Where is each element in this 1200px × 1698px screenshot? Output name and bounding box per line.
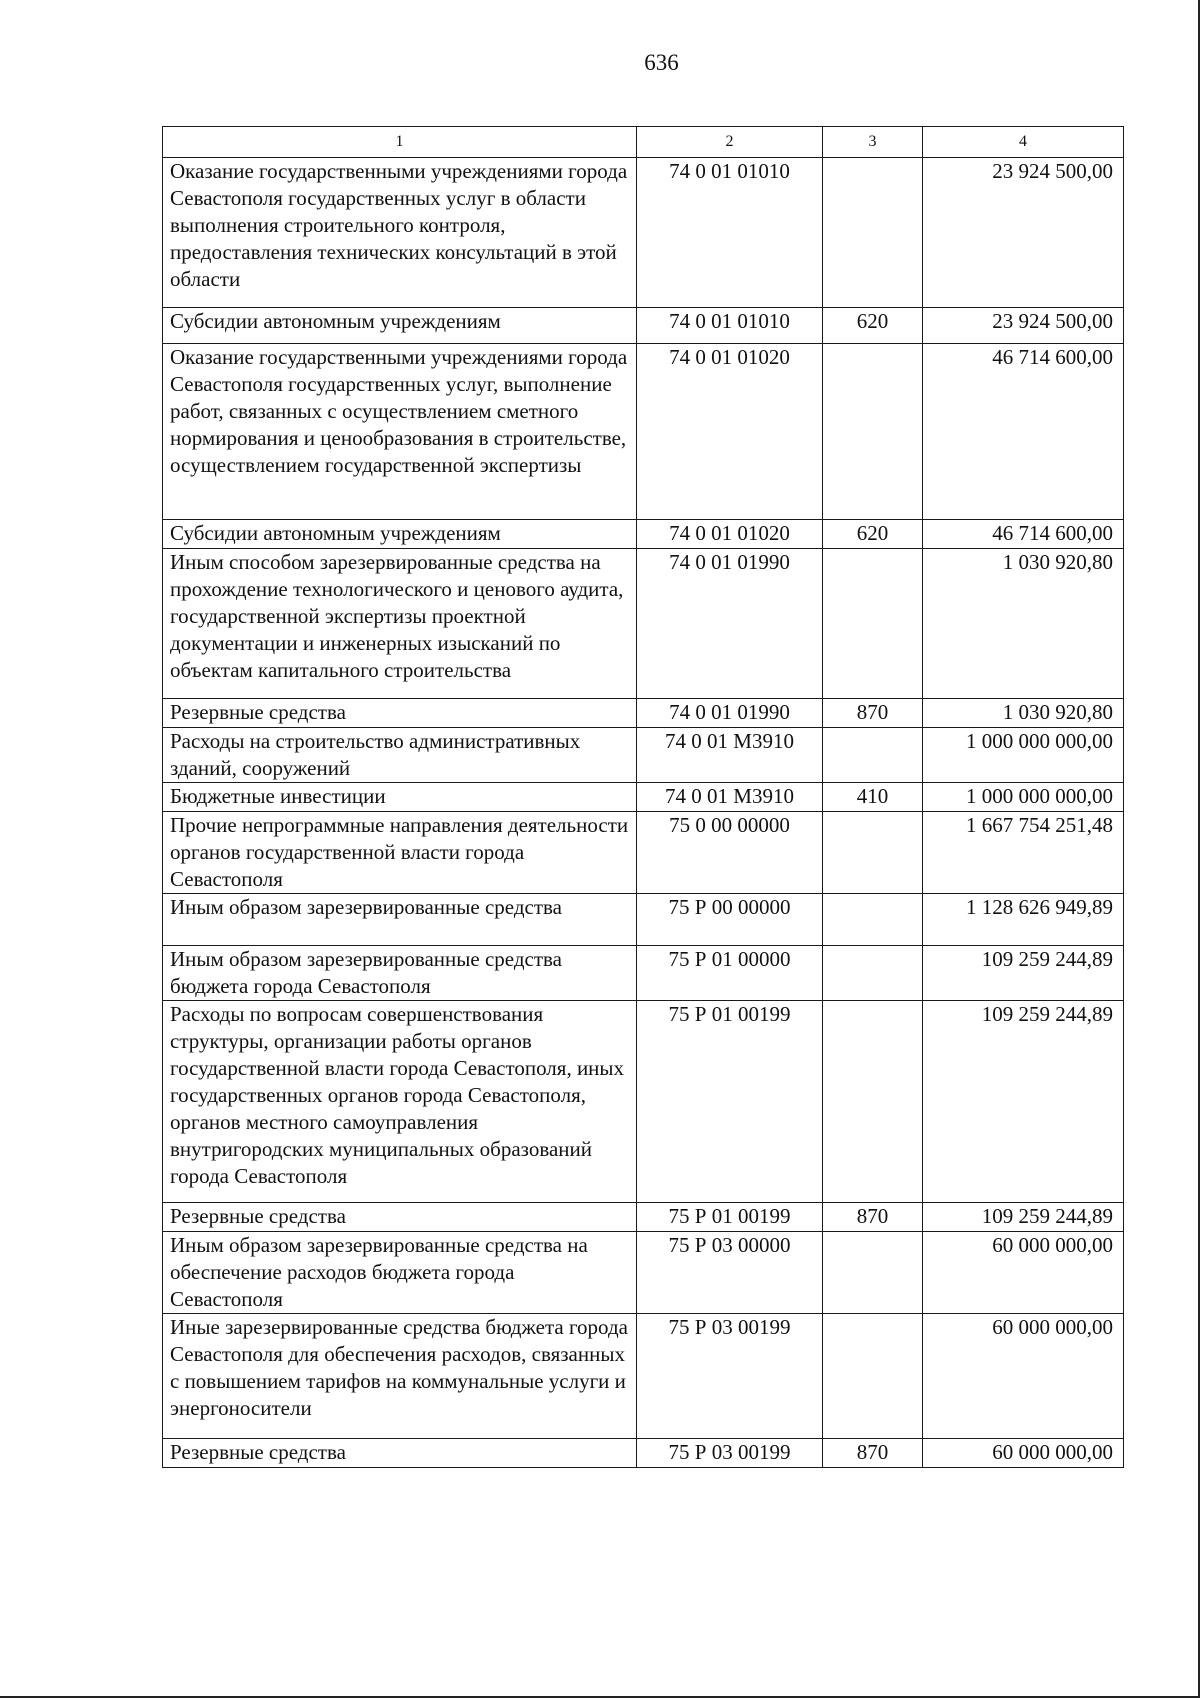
row-name-cell: Расходы на строительство административных зданий, сооружений bbox=[163, 728, 637, 783]
table-row bbox=[163, 1439, 1124, 1468]
row-code-cell: 74 0 01 М3910 bbox=[637, 783, 823, 812]
row-code-cell: 75 0 00 00000 bbox=[637, 812, 823, 894]
table-row bbox=[163, 549, 1124, 699]
row-amount-cell: 1 030 920,80 bbox=[923, 699, 1124, 728]
row-amount-cell: 23 924 500,00 bbox=[923, 308, 1124, 344]
table-header bbox=[163, 127, 1124, 158]
table-body bbox=[163, 158, 1124, 1468]
row-amount-cell: 23 924 500,00 bbox=[923, 158, 1124, 308]
row-code-cell: 75 Р 01 00199 bbox=[637, 1203, 823, 1232]
row-name-cell: Субсидии автономным учреждениям bbox=[163, 520, 637, 549]
row-name-cell: Субсидии автономным учреждениям bbox=[163, 308, 637, 344]
row-expense-type-cell bbox=[823, 1314, 923, 1439]
table-row bbox=[163, 1314, 1124, 1439]
table-row bbox=[163, 812, 1124, 894]
row-code-cell: 75 Р 03 00199 bbox=[637, 1314, 823, 1439]
page-number: 636 bbox=[644, 50, 679, 75]
row-expense-type-cell bbox=[823, 812, 923, 894]
row-expense-type-cell bbox=[823, 344, 923, 520]
row-name-cell: Резервные средства bbox=[163, 699, 637, 728]
table-row bbox=[163, 1203, 1124, 1232]
row-name-cell: Оказание государственными учреждениями города Севастополя государственных услуг в области выполнения строительного контроля, предоставления технических консультаций в этой области bbox=[163, 158, 637, 308]
row-amount-cell: 60 000 000,00 bbox=[923, 1439, 1124, 1468]
row-name-cell: Бюджетные инвестиции bbox=[163, 783, 637, 812]
row-code-cell: 74 0 01 01010 bbox=[637, 308, 823, 344]
row-name-cell: Прочие непрограммные направления деятельности органов государственной власти города Севастополя bbox=[163, 812, 637, 894]
row-amount-cell: 46 714 600,00 bbox=[923, 520, 1124, 549]
header-col-1: 1 bbox=[163, 127, 637, 158]
row-expense-type-cell: 870 bbox=[823, 1203, 923, 1232]
table-row bbox=[163, 728, 1124, 783]
row-amount-cell: 60 000 000,00 bbox=[923, 1314, 1124, 1439]
row-code-cell: 74 0 01 01990 bbox=[637, 549, 823, 699]
row-amount-cell: 109 259 244,89 bbox=[923, 1203, 1124, 1232]
row-name-cell: Резервные средства bbox=[163, 1439, 637, 1468]
table-row bbox=[163, 946, 1124, 1001]
row-code-cell: 74 0 01 01990 bbox=[637, 699, 823, 728]
row-name-cell: Иные зарезервированные средства бюджета города Севастополя для обеспечения расходов, связанных с повышением тарифов на коммунальные услуги и энергоносители bbox=[163, 1314, 637, 1439]
row-amount-cell: 109 259 244,89 bbox=[923, 946, 1124, 1001]
row-code-cell: 74 0 01 М3910 bbox=[637, 728, 823, 783]
header-col-4: 4 bbox=[923, 127, 1124, 158]
row-name-cell: Иным способом зарезервированные средства на прохождение технологического и ценового аудита, государственной экспертизы проектной документации и инженерных изысканий по объектам капитального строительства bbox=[163, 549, 637, 699]
row-expense-type-cell: 870 bbox=[823, 1439, 923, 1468]
row-expense-type-cell: 870 bbox=[823, 699, 923, 728]
row-expense-type-cell bbox=[823, 1001, 923, 1203]
table-row bbox=[163, 158, 1124, 308]
table-row bbox=[163, 1001, 1124, 1203]
table-row bbox=[163, 783, 1124, 812]
row-amount-cell: 1 128 626 949,89 bbox=[923, 894, 1124, 946]
row-amount-cell: 1 000 000 000,00 bbox=[923, 783, 1124, 812]
row-amount-cell: 1 667 754 251,48 bbox=[923, 812, 1124, 894]
row-code-cell: 74 0 01 01010 bbox=[637, 158, 823, 308]
row-name-cell: Иным образом зарезервированные средства бюджета города Севастополя bbox=[163, 946, 637, 1001]
table-row bbox=[163, 344, 1124, 520]
row-name-cell: Оказание государственными учреждениями города Севастополя государственных услуг, выполнение работ, связанных с осуществлением сметного нормирования и ценообразования в строительстве, осуществлением государственной экспертизы bbox=[163, 344, 637, 520]
row-expense-type-cell bbox=[823, 946, 923, 1001]
row-name-cell: Резервные средства bbox=[163, 1203, 637, 1232]
row-expense-type-cell: 620 bbox=[823, 308, 923, 344]
table-row bbox=[163, 520, 1124, 549]
row-name-cell: Иным образом зарезервированные средства bbox=[163, 894, 637, 946]
row-name-cell: Иным образом зарезервированные средства на обеспечение расходов бюджета города Севастополя bbox=[163, 1232, 637, 1314]
row-expense-type-cell: 410 bbox=[823, 783, 923, 812]
row-code-cell: 75 Р 03 00000 bbox=[637, 1232, 823, 1314]
row-code-cell: 75 Р 00 00000 bbox=[637, 894, 823, 946]
header-row bbox=[163, 127, 1124, 158]
row-amount-cell: 1 000 000 000,00 bbox=[923, 728, 1124, 783]
row-expense-type-cell bbox=[823, 158, 923, 308]
row-code-cell: 75 Р 03 00199 bbox=[637, 1439, 823, 1468]
row-code-cell: 74 0 01 01020 bbox=[637, 520, 823, 549]
row-expense-type-cell bbox=[823, 728, 923, 783]
row-amount-cell: 46 714 600,00 bbox=[923, 344, 1124, 520]
row-expense-type-cell: 620 bbox=[823, 520, 923, 549]
header-col-3: 3 bbox=[823, 127, 923, 158]
budget-table bbox=[162, 126, 1124, 1468]
row-expense-type-cell bbox=[823, 894, 923, 946]
row-code-cell: 75 Р 01 00199 bbox=[637, 1001, 823, 1203]
row-code-cell: 74 0 01 01020 bbox=[637, 344, 823, 520]
table-row bbox=[163, 1232, 1124, 1314]
row-name-cell: Расходы по вопросам совершенствования структуры, организации работы органов государственной власти города Севастополя, иных государственных органов города Севастополя, органов местного самоуправления внутригородских муниципальных образований города Севастополя bbox=[163, 1001, 637, 1203]
row-amount-cell: 109 259 244,89 bbox=[923, 1001, 1124, 1203]
table-row bbox=[163, 894, 1124, 946]
row-expense-type-cell bbox=[823, 549, 923, 699]
table-row bbox=[163, 699, 1124, 728]
header-col-2: 2 bbox=[637, 127, 823, 158]
row-amount-cell: 1 030 920,80 bbox=[923, 549, 1124, 699]
row-code-cell: 75 Р 01 00000 bbox=[637, 946, 823, 1001]
row-amount-cell: 60 000 000,00 bbox=[923, 1232, 1124, 1314]
table-row bbox=[163, 308, 1124, 344]
row-expense-type-cell bbox=[823, 1232, 923, 1314]
